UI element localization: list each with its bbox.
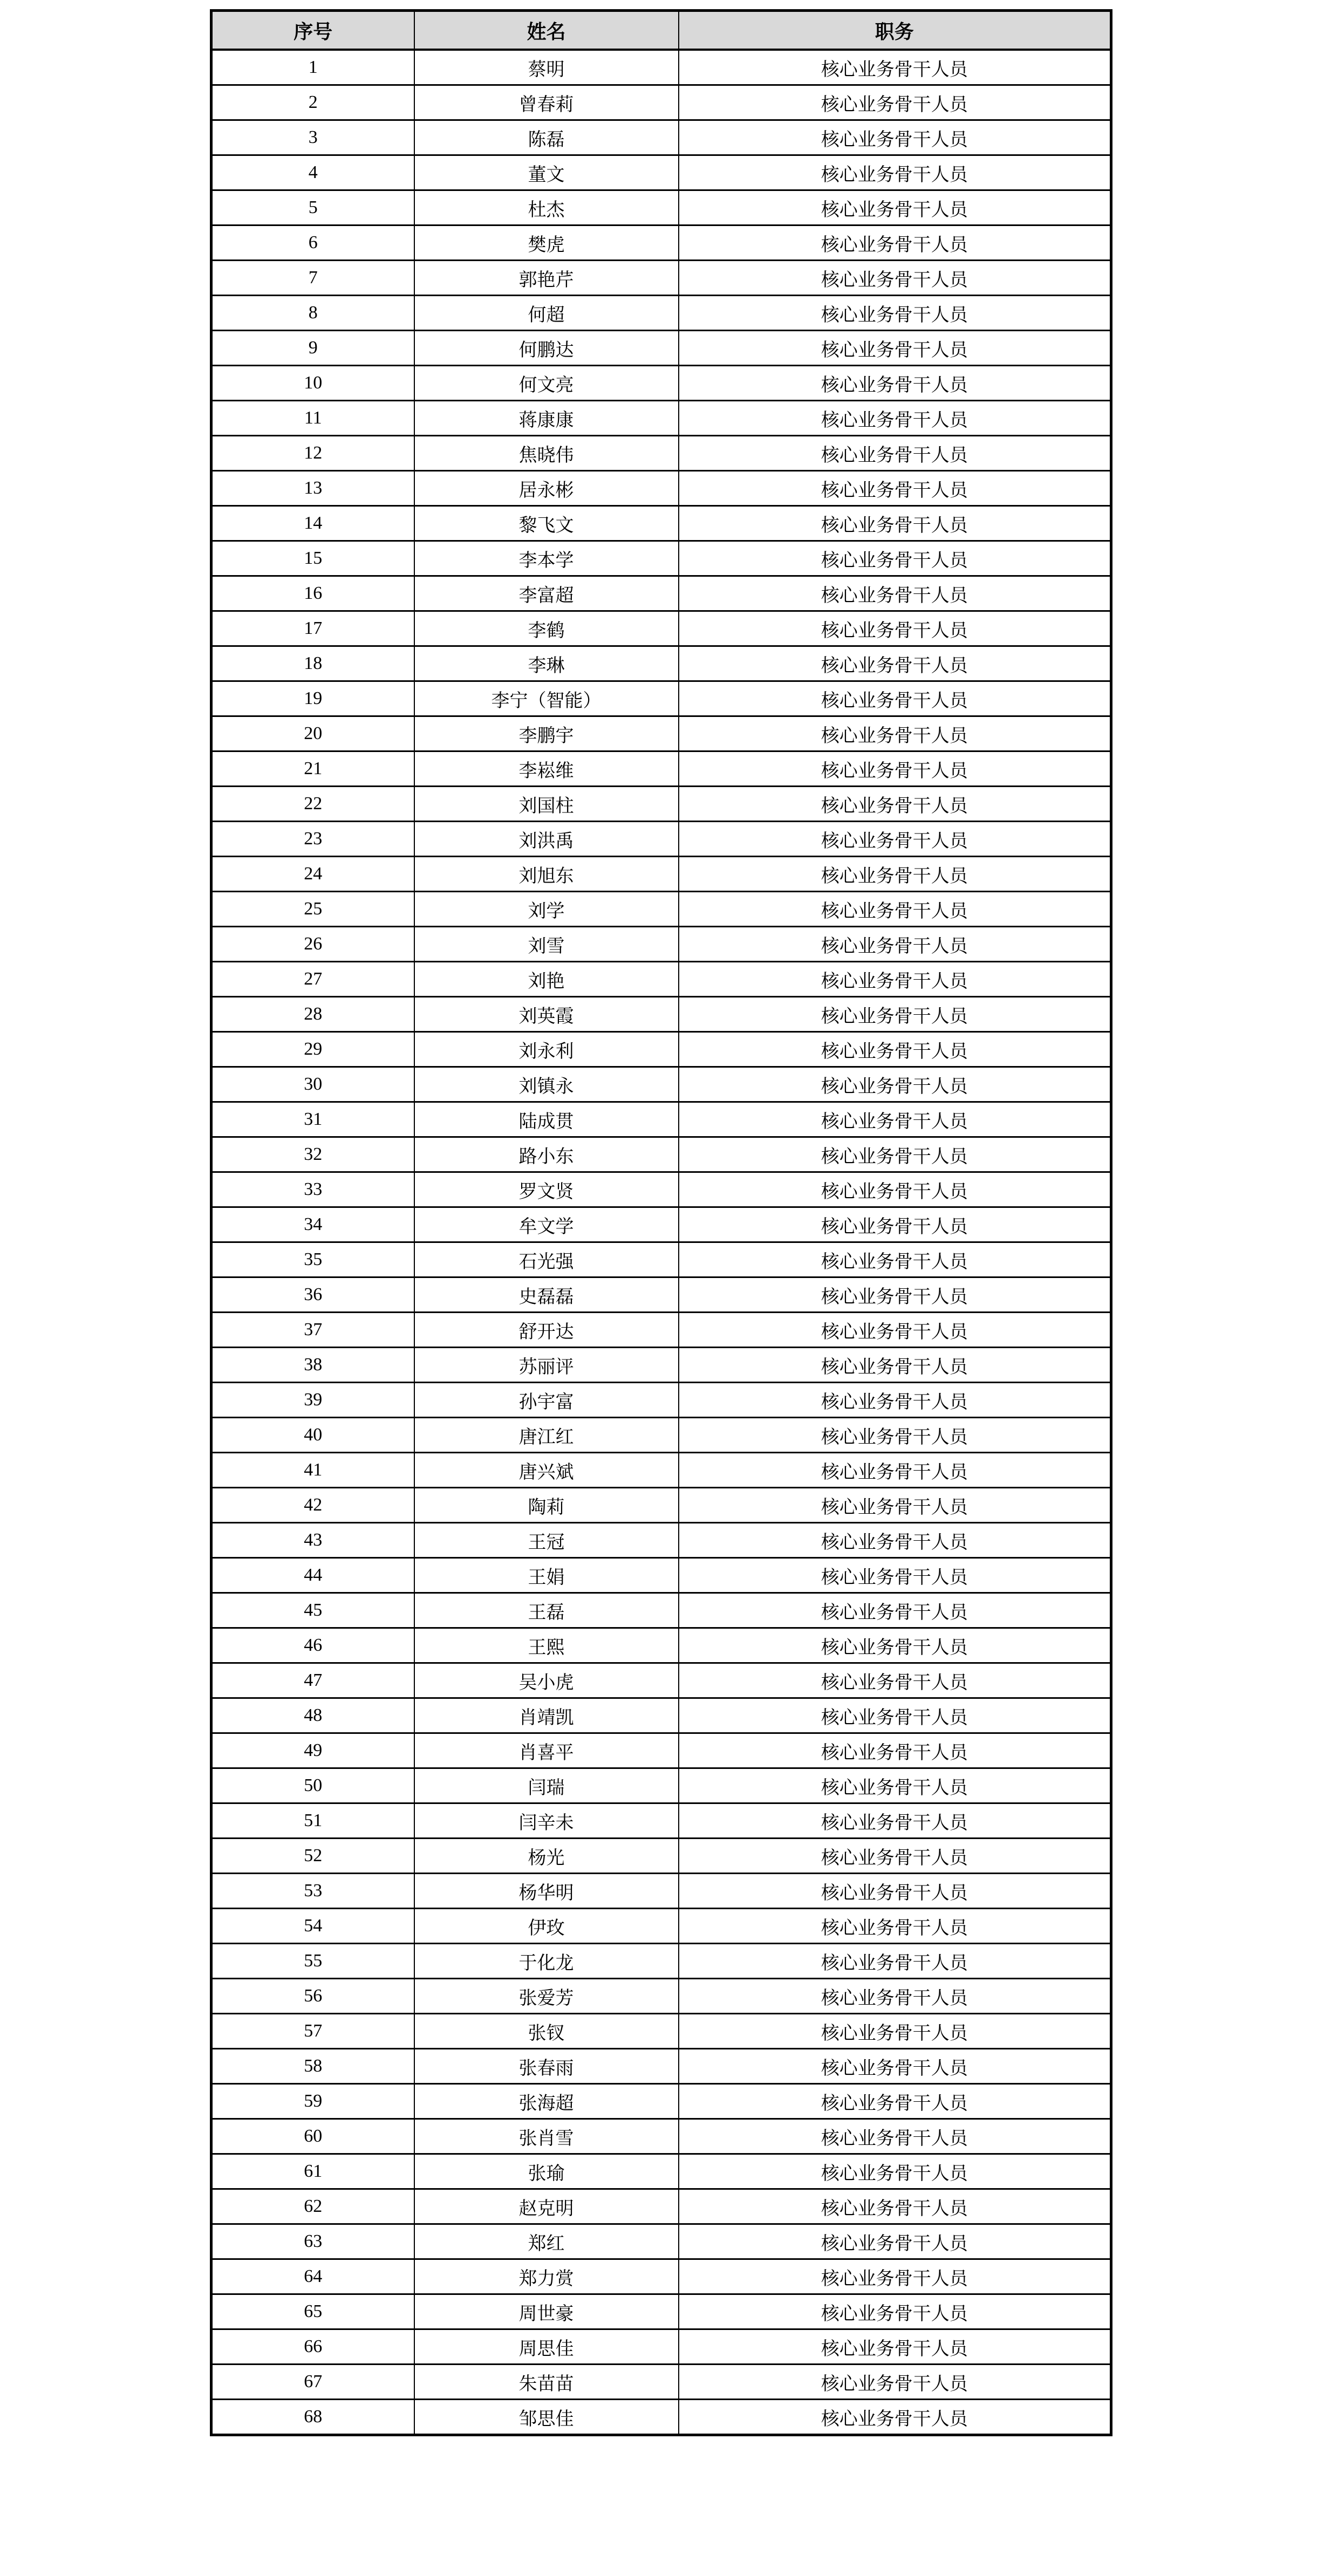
table-row: [211, 2329, 1111, 2365]
row-no: 3: [211, 120, 414, 155]
row-name: 肖喜平: [414, 1733, 679, 1768]
row-position: 核心业务骨干人员: [679, 1453, 1111, 1488]
row-name: 刘镇永: [414, 1067, 679, 1102]
row-position: 核心业务骨干人员: [679, 226, 1111, 261]
row-no: 7: [211, 261, 414, 296]
row-name: 何鹏达: [414, 331, 679, 366]
table-header: [211, 11, 1111, 50]
row-position: 核心业务骨干人员: [679, 962, 1111, 997]
table-row: [211, 401, 1111, 436]
row-name: 周世豪: [414, 2294, 679, 2329]
row-no: 45: [211, 1593, 414, 1628]
row-position: 核心业务骨干人员: [679, 1803, 1111, 1839]
row-position: 核心业务骨干人员: [679, 1979, 1111, 2014]
row-name: 刘洪禹: [414, 822, 679, 857]
table-row: [211, 120, 1111, 155]
row-name: 李富超: [414, 576, 679, 611]
row-position: 核心业务骨干人员: [679, 1839, 1111, 1874]
table-row: [211, 1558, 1111, 1593]
table-row: [211, 1102, 1111, 1137]
row-name: 苏丽评: [414, 1348, 679, 1383]
row-name: 罗文贤: [414, 1172, 679, 1207]
row-no: 23: [211, 822, 414, 857]
row-name: 黎飞文: [414, 506, 679, 541]
header-cell-no: 序号: [211, 11, 414, 50]
row-position: 核心业务骨干人员: [679, 120, 1111, 155]
row-no: 35: [211, 1242, 414, 1277]
row-name: 郑红: [414, 2224, 679, 2259]
row-position: 核心业务骨干人员: [679, 366, 1111, 401]
table-row: [211, 1488, 1111, 1523]
row-no: 4: [211, 155, 414, 190]
table-row: [211, 541, 1111, 576]
row-no: 10: [211, 366, 414, 401]
row-position: 核心业务骨干人员: [679, 1067, 1111, 1102]
row-name: 杨华明: [414, 1874, 679, 1909]
row-no: 37: [211, 1313, 414, 1348]
row-position: 核心业务骨干人员: [679, 611, 1111, 646]
row-name: 郭艳芹: [414, 261, 679, 296]
row-no: 9: [211, 331, 414, 366]
table-row: [211, 576, 1111, 611]
table-row: [211, 857, 1111, 892]
row-name: 赵克明: [414, 2189, 679, 2224]
row-position: 核心业务骨干人员: [679, 751, 1111, 787]
table-row: [211, 1032, 1111, 1067]
table-row: [211, 1207, 1111, 1242]
table-row: [211, 296, 1111, 331]
row-position: 核心业务骨干人员: [679, 997, 1111, 1032]
row-position: 核心业务骨干人员: [679, 190, 1111, 226]
row-position: 核心业务骨干人员: [679, 331, 1111, 366]
row-name: 刘旭东: [414, 857, 679, 892]
row-position: 核心业务骨干人员: [679, 1242, 1111, 1277]
row-name: 何文亮: [414, 366, 679, 401]
row-position: 核心业务骨干人员: [679, 787, 1111, 822]
row-position: 核心业务骨干人员: [679, 1172, 1111, 1207]
row-name: 吴小虎: [414, 1663, 679, 1698]
row-name: 伊玫: [414, 1909, 679, 1944]
row-no: 48: [211, 1698, 414, 1733]
row-name: 李琳: [414, 646, 679, 681]
table-row: [211, 2084, 1111, 2119]
row-no: 51: [211, 1803, 414, 1839]
table-row: [211, 1453, 1111, 1488]
row-name: 陈磊: [414, 120, 679, 155]
row-position: 核心业务骨干人员: [679, 1137, 1111, 1172]
row-no: 63: [211, 2224, 414, 2259]
table-row: [211, 2365, 1111, 2400]
table-row: [211, 1067, 1111, 1102]
row-name: 张瑜: [414, 2154, 679, 2189]
row-name: 陶莉: [414, 1488, 679, 1523]
row-position: 核心业务骨干人员: [679, 1768, 1111, 1803]
row-no: 40: [211, 1418, 414, 1453]
row-no: 36: [211, 1277, 414, 1313]
row-position: 核心业务骨干人员: [679, 1383, 1111, 1418]
row-name: 刘艳: [414, 962, 679, 997]
table-body: [211, 50, 1111, 2435]
row-position: 核心业务骨干人员: [679, 401, 1111, 436]
row-no: 2: [211, 85, 414, 120]
row-no: 21: [211, 751, 414, 787]
row-no: 22: [211, 787, 414, 822]
row-no: 18: [211, 646, 414, 681]
row-name: 路小东: [414, 1137, 679, 1172]
row-position: 核心业务骨干人员: [679, 927, 1111, 962]
row-position: 核心业务骨干人员: [679, 2224, 1111, 2259]
row-name: 李崧维: [414, 751, 679, 787]
table-row: [211, 1839, 1111, 1874]
row-no: 17: [211, 611, 414, 646]
row-position: 核心业务骨干人员: [679, 2400, 1111, 2435]
row-no: 31: [211, 1102, 414, 1137]
personnel-table: [210, 9, 1112, 2436]
table-row: [211, 1383, 1111, 1418]
table-row: [211, 2119, 1111, 2154]
row-no: 52: [211, 1839, 414, 1874]
row-no: 55: [211, 1944, 414, 1979]
table-row: [211, 1698, 1111, 1733]
row-name: 刘国柱: [414, 787, 679, 822]
table-row: [211, 226, 1111, 261]
row-position: 核心业务骨干人员: [679, 1523, 1111, 1558]
row-no: 33: [211, 1172, 414, 1207]
row-position: 核心业务骨干人员: [679, 1277, 1111, 1313]
row-position: 核心业务骨干人员: [679, 646, 1111, 681]
row-position: 核心业务骨干人员: [679, 2294, 1111, 2329]
row-name: 唐江红: [414, 1418, 679, 1453]
row-name: 陆成贯: [414, 1102, 679, 1137]
row-no: 66: [211, 2329, 414, 2365]
row-name: 张爱芳: [414, 1979, 679, 2014]
row-name: 于化龙: [414, 1944, 679, 1979]
table-row: [211, 2154, 1111, 2189]
row-no: 67: [211, 2365, 414, 2400]
row-no: 65: [211, 2294, 414, 2329]
row-no: 58: [211, 2049, 414, 2084]
table-row: [211, 190, 1111, 226]
table-row: [211, 927, 1111, 962]
row-position: 核心业务骨干人员: [679, 1593, 1111, 1628]
row-position: 核心业务骨干人员: [679, 2049, 1111, 2084]
row-name: 舒开达: [414, 1313, 679, 1348]
table-row: [211, 1733, 1111, 1768]
row-no: 5: [211, 190, 414, 226]
row-no: 14: [211, 506, 414, 541]
row-position: 核心业务骨干人员: [679, 2119, 1111, 2154]
row-no: 38: [211, 1348, 414, 1383]
row-position: 核心业务骨干人员: [679, 716, 1111, 751]
table-row: [211, 1348, 1111, 1383]
row-no: 61: [211, 2154, 414, 2189]
row-position: 核心业务骨干人员: [679, 1874, 1111, 1909]
row-name: 何超: [414, 296, 679, 331]
row-no: 56: [211, 1979, 414, 2014]
header-row: [211, 11, 1111, 50]
row-name: 周思佳: [414, 2329, 679, 2365]
table-row: [211, 892, 1111, 927]
row-position: 核心业务骨干人员: [679, 85, 1111, 120]
row-position: 核心业务骨干人员: [679, 2329, 1111, 2365]
table-row: [211, 1944, 1111, 1979]
row-no: 6: [211, 226, 414, 261]
row-no: 32: [211, 1137, 414, 1172]
row-name: 张钗: [414, 2014, 679, 2049]
row-name: 石光强: [414, 1242, 679, 1277]
row-position: 核心业务骨干人员: [679, 1032, 1111, 1067]
table-row: [211, 2259, 1111, 2294]
row-name: 刘永利: [414, 1032, 679, 1067]
row-position: 核心业务骨干人员: [679, 1102, 1111, 1137]
row-position: 核心业务骨干人员: [679, 1558, 1111, 1593]
row-no: 19: [211, 681, 414, 716]
table-row: [211, 1909, 1111, 1944]
table-row: [211, 2014, 1111, 2049]
row-position: 核心业务骨干人员: [679, 1207, 1111, 1242]
row-position: 核心业务骨干人员: [679, 1698, 1111, 1733]
row-no: 43: [211, 1523, 414, 1558]
row-name: 蔡明: [414, 50, 679, 85]
row-position: 核心业务骨干人员: [679, 892, 1111, 927]
table-row: [211, 822, 1111, 857]
row-position: 核心业务骨干人员: [679, 2014, 1111, 2049]
row-position: 核心业务骨干人员: [679, 681, 1111, 716]
row-name: 樊虎: [414, 226, 679, 261]
row-name: 史磊磊: [414, 1277, 679, 1313]
row-no: 44: [211, 1558, 414, 1593]
table-row: [211, 751, 1111, 787]
table-row: [211, 506, 1111, 541]
row-position: 核心业务骨干人员: [679, 1909, 1111, 1944]
table-row: [211, 1663, 1111, 1698]
row-name: 王磊: [414, 1593, 679, 1628]
table-row: [211, 611, 1111, 646]
row-no: 49: [211, 1733, 414, 1768]
row-no: 27: [211, 962, 414, 997]
row-position: 核心业务骨干人员: [679, 2365, 1111, 2400]
row-name: 张春雨: [414, 2049, 679, 2084]
table-row: [211, 2189, 1111, 2224]
row-name: 李鹏宇: [414, 716, 679, 751]
row-no: 16: [211, 576, 414, 611]
row-no: 42: [211, 1488, 414, 1523]
row-no: 25: [211, 892, 414, 927]
header-cell-name: 姓名: [414, 11, 679, 50]
table-row: [211, 1313, 1111, 1348]
table-row: [211, 1172, 1111, 1207]
row-name: 闫瑞: [414, 1768, 679, 1803]
table-row: [211, 366, 1111, 401]
row-no: 64: [211, 2259, 414, 2294]
table-row: [211, 2400, 1111, 2435]
row-position: 核心业务骨干人员: [679, 1418, 1111, 1453]
row-name: 郑力赏: [414, 2259, 679, 2294]
row-name: 杜杰: [414, 190, 679, 226]
row-name: 董文: [414, 155, 679, 190]
row-position: 核心业务骨干人员: [679, 1944, 1111, 1979]
row-no: 30: [211, 1067, 414, 1102]
header-cell-position: 职务: [679, 11, 1111, 50]
table-row: [211, 2224, 1111, 2259]
table-row: [211, 962, 1111, 997]
row-no: 1: [211, 50, 414, 85]
table-row: [211, 331, 1111, 366]
row-position: 核心业务骨干人员: [679, 1663, 1111, 1698]
row-no: 50: [211, 1768, 414, 1803]
row-position: 核心业务骨干人员: [679, 2154, 1111, 2189]
row-name: 肖靖凯: [414, 1698, 679, 1733]
row-position: 核心业务骨干人员: [679, 857, 1111, 892]
row-no: 39: [211, 1383, 414, 1418]
row-position: 核心业务骨干人员: [679, 296, 1111, 331]
table-row: [211, 155, 1111, 190]
row-no: 24: [211, 857, 414, 892]
row-no: 68: [211, 2400, 414, 2435]
table-row: [211, 1137, 1111, 1172]
row-no: 12: [211, 436, 414, 471]
table-row: [211, 1979, 1111, 2014]
table-row: [211, 997, 1111, 1032]
table-row: [211, 436, 1111, 471]
row-no: 8: [211, 296, 414, 331]
row-name: 王冠: [414, 1523, 679, 1558]
row-position: 核心业务骨干人员: [679, 2084, 1111, 2119]
row-no: 46: [211, 1628, 414, 1663]
row-position: 核心业务骨干人员: [679, 261, 1111, 296]
row-name: 李宁（智能）: [414, 681, 679, 716]
row-name: 邹思佳: [414, 2400, 679, 2435]
table-row: [211, 681, 1111, 716]
row-no: 41: [211, 1453, 414, 1488]
table-row: [211, 1628, 1111, 1663]
row-position: 核心业务骨干人员: [679, 1348, 1111, 1383]
row-name: 张海超: [414, 2084, 679, 2119]
table-row: [211, 1242, 1111, 1277]
row-no: 34: [211, 1207, 414, 1242]
row-position: 核心业务骨干人员: [679, 1628, 1111, 1663]
table-row: [211, 1418, 1111, 1453]
row-position: 核心业务骨干人员: [679, 50, 1111, 85]
row-no: 54: [211, 1909, 414, 1944]
row-name: 唐兴斌: [414, 1453, 679, 1488]
row-name: 居永彬: [414, 471, 679, 506]
table-row: [211, 85, 1111, 120]
row-position: 核心业务骨干人员: [679, 1313, 1111, 1348]
row-name: 李鹤: [414, 611, 679, 646]
table-row: [211, 716, 1111, 751]
row-no: 60: [211, 2119, 414, 2154]
row-name: 朱苗苗: [414, 2365, 679, 2400]
row-position: 核心业务骨干人员: [679, 471, 1111, 506]
row-name: 张肖雪: [414, 2119, 679, 2154]
row-no: 47: [211, 1663, 414, 1698]
table-row: [211, 50, 1111, 85]
row-name: 孙宇富: [414, 1383, 679, 1418]
row-name: 刘雪: [414, 927, 679, 962]
table-row: [211, 1874, 1111, 1909]
row-position: 核心业务骨干人员: [679, 541, 1111, 576]
row-no: 53: [211, 1874, 414, 1909]
row-name: 闫辛未: [414, 1803, 679, 1839]
table-row: [211, 1593, 1111, 1628]
row-no: 11: [211, 401, 414, 436]
row-no: 15: [211, 541, 414, 576]
row-name: 焦晓伟: [414, 436, 679, 471]
row-position: 核心业务骨干人员: [679, 576, 1111, 611]
row-no: 57: [211, 2014, 414, 2049]
row-position: 核心业务骨干人员: [679, 822, 1111, 857]
row-position: 核心业务骨干人员: [679, 506, 1111, 541]
row-position: 核心业务骨干人员: [679, 1488, 1111, 1523]
table-row: [211, 1277, 1111, 1313]
row-no: 13: [211, 471, 414, 506]
row-name: 蒋康康: [414, 401, 679, 436]
row-position: 核心业务骨干人员: [679, 2259, 1111, 2294]
row-name: 杨光: [414, 1839, 679, 1874]
row-name: 李本学: [414, 541, 679, 576]
row-position: 核心业务骨干人员: [679, 1733, 1111, 1768]
table-row: [211, 2049, 1111, 2084]
row-no: 29: [211, 1032, 414, 1067]
table-row: [211, 1803, 1111, 1839]
row-name: 刘英霞: [414, 997, 679, 1032]
row-position: 核心业务骨干人员: [679, 155, 1111, 190]
row-no: 59: [211, 2084, 414, 2119]
table-row: [211, 646, 1111, 681]
row-position: 核心业务骨干人员: [679, 436, 1111, 471]
table-row: [211, 2294, 1111, 2329]
table-row: [211, 1768, 1111, 1803]
row-no: 20: [211, 716, 414, 751]
row-name: 刘学: [414, 892, 679, 927]
row-name: 王娟: [414, 1558, 679, 1593]
row-name: 牟文学: [414, 1207, 679, 1242]
row-position: 核心业务骨干人员: [679, 2189, 1111, 2224]
row-no: 28: [211, 997, 414, 1032]
table-row: [211, 787, 1111, 822]
table-row: [211, 471, 1111, 506]
table-row: [211, 1523, 1111, 1558]
table-row: [211, 261, 1111, 296]
row-no: 62: [211, 2189, 414, 2224]
row-name: 曾春莉: [414, 85, 679, 120]
row-no: 26: [211, 927, 414, 962]
row-name: 王熙: [414, 1628, 679, 1663]
